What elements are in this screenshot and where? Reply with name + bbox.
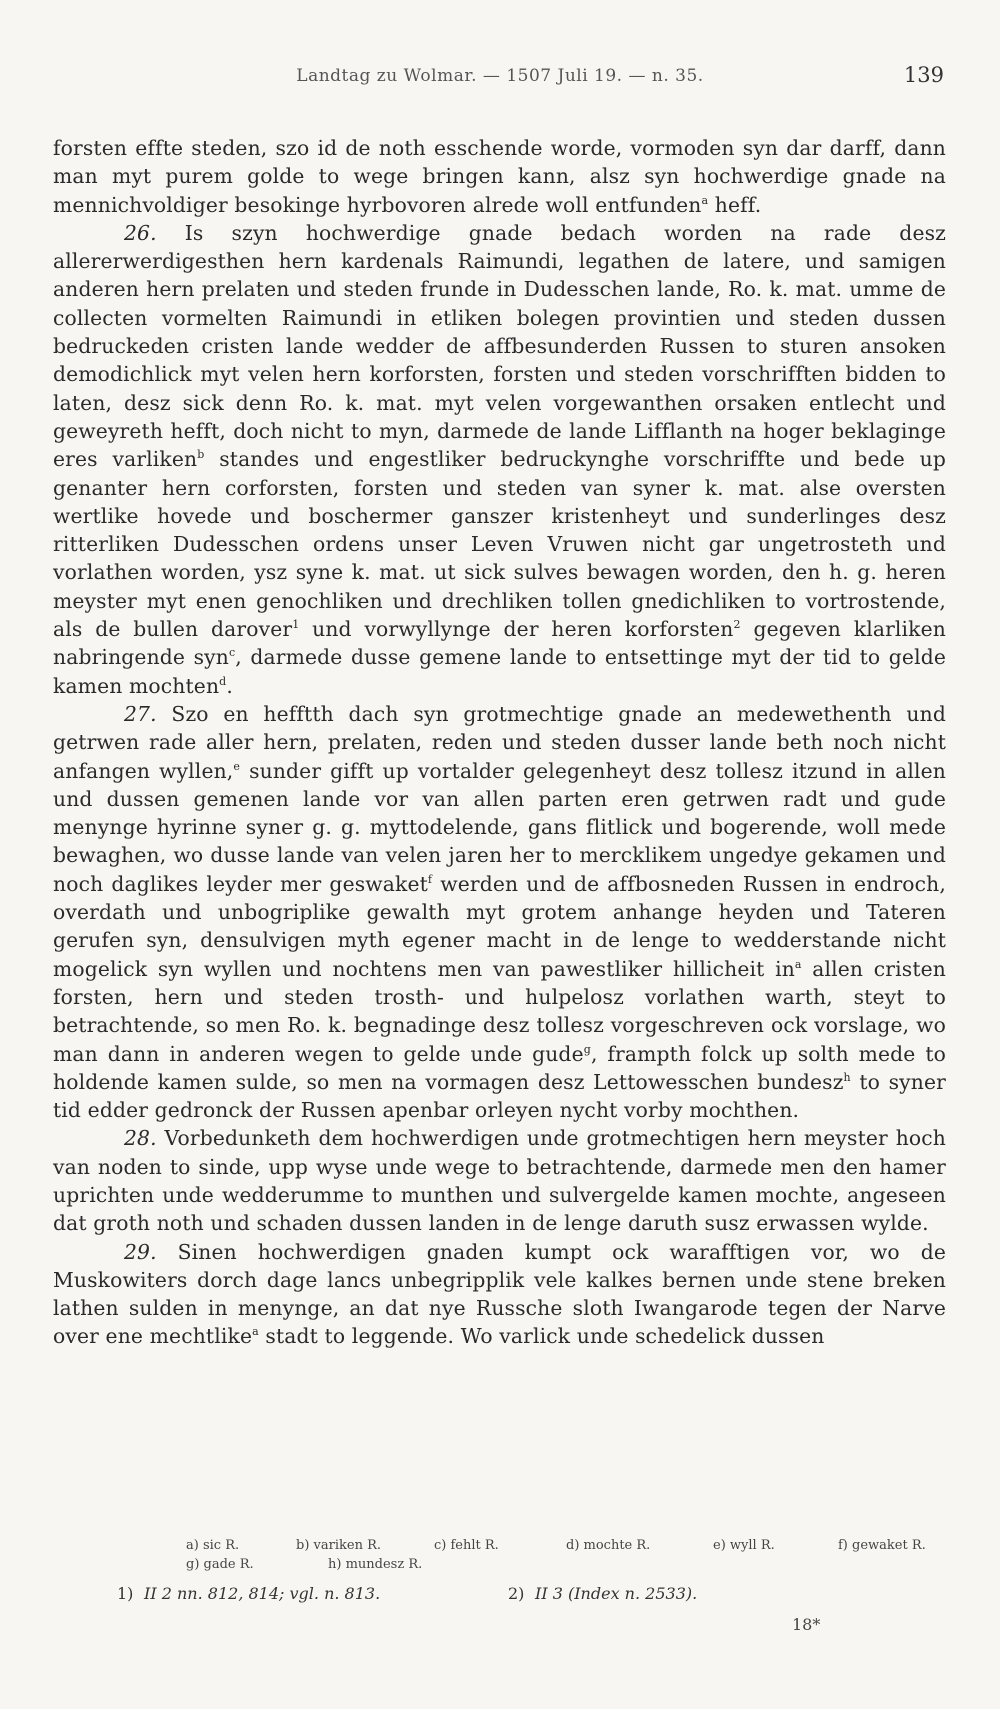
reference-1-number: 1) (117, 1584, 134, 1603)
section-29: 29. Sinen hochwerdigen gnaden kumpt ock warafftigen vor, wo de Muskowiters dorch dage lancs unbegripplik vele kalkes bernen unde stene breken lathen sulden in menynge, an dat nye Russche sloth Iwangarode tegen der Narve over ene mechtlike$^a$ stadt to leggende. Wo varlick unde schedelick dussen (53, 1239, 946, 1349)
body-text (53, 134, 946, 1351)
footnote-f: f) gewaket R. (838, 1538, 926, 1553)
footnote-c: c) fehlt R. (434, 1538, 499, 1553)
running-head: Landtag zu Wolmar. — 1507 Juli 19. — n. 35. (296, 66, 704, 86)
footnote-h: h) mundesz R. (328, 1557, 423, 1572)
reference-1: II 2 nn. 812, 814; vgl. n. 813. (144, 1584, 381, 1603)
footnote-d: d) mochte R. (566, 1538, 651, 1553)
section-28: 28. Vorbedunketh dem hochwerdigen unde grotmechtigen hern meyster hoch van noden to sinde, upp wyse unde wege to betrachtende, darmede men den hamer uprichten unde wedderumme to munthen und sulvergelde kamen mochte, angeseen dat groth noth und schaden dussen landen in de lenge daruth susz erwassen wylde. (53, 1126, 946, 1236)
reference-2-number: 2) (508, 1584, 525, 1603)
section-number: 29. (124, 1239, 157, 1264)
section-27: 27. Szo en hefftth dach syn grotmechtige gnade an medewethenth und getrwen rade aller hern, prelaten, reden und steden dusser lande beth noch nicht anfangen wyllen,$^e$ sunder gifft up vortalder gelegenheyt desz tollesz itzund in allen und dussen gemenen lande vor van allen parten eren getrwen radt und gude menynge hyrinne syner g. g. myttodelende, gans flitlick und bogerende, woll mede bewaghen, wo dusse lande van velen jaren her to mercklikem ungedye gekamen und noch daglikes leyder mer geswaket$^f$ werden und de affbosneden Russen in endroch, overdath und unbogriplike gewalth myt grotem anhange heyden und Tateren gerufen syn, densulvigen myth egener macht in de lenge to wedderstande nicht mogelick syn wyllen und nochtens men van pawestliker hillicheit $in^a$ allen cristen forsten, hern und steden trosth- und hulpelosz vorlathen warth, steyt to betrachtende, so men Ro. k. begnadinge desz tollesz vorgeschreven ock vorslage, wo man dann in anderen wegen to gelde unde gude$^g$, frampth folck up solth mede to holdende kamen sulde, so men na vormagen desz Lettowesschen bundesz$^h$ to syner tid edder gedronck der Russen apenbar orleyen nycht vorby mochthen. (53, 701, 947, 1123)
footnote-g: g) gade R. (186, 1557, 254, 1572)
section-number: 26. (124, 220, 157, 245)
section-number: 28. (124, 1126, 157, 1151)
reference-2: II 3 (Index n. 2533). (535, 1584, 698, 1603)
footnote-b: b) variken R. (296, 1538, 381, 1553)
paragraph-continued: forsten effte steden, szo id de noth esschende worde, vormoden syn dar darff, dann man myt purem golde to wege bringen kann, alsz syn hochwerdige gnade na mennichvoldiger besokinge hyrbovoren alrede woll entfunden$^a$ heff. (53, 136, 946, 217)
page-number: 139 (903, 63, 944, 87)
section-26: 26. Is szyn hochwerdige gnade bedach worden na rade desz allererwerdigesthen hern kardenals Raimundi, legathen de latere, und samigen anderen hern prelaten und steden frunde in Dudesschen lande, Ro. k. mat. umme de collecten vormelten Raimundi in etliken bolegen provintien und steden dussen bedruckeden cristen lande wedder de affbesunderden Russen to sturen ansoken demodichlick myt velen hern korforsten, forsten und steden vorschrifften bidden to laten, desz sick denn Ro. k. mat. myt velen vorgewanthen orsaken entlecht und geweyreth hefft, doch nicht to myn, darmede de lande Lifflanth na hoger beklaginge eres varliken$^b$ standes und engestliker bedruckynghe vorschriffte und bede up genanter hern corforsten, forsten und steden van syner k. mat. alse oversten wertlike hovede und boschermer ganszer kristenheyt und sunderlinges desz ritterliken Dudesschen ordens unser Leven Vruwen nicht gar ungetrosteth und vorlathen worden, ysz syne k. mat. ut sick sulves bewagen worden, den h. g. heren meyster myt enen genochliken und drechliken tollen gnedichliken to vortrostende, als de bullen darover$^1$ und vorwyllynge der heren korforsten$^2$ gegeven klarliken nabringende syn$^c$, darmede dusse gemene lande to entsettinge myt der tid to gelde kamen mochten$^d$. (53, 220, 946, 698)
footnote-e: e) wyll R. (713, 1538, 775, 1553)
page-header (0, 63, 1000, 96)
footnote-a: a) sic R. (186, 1538, 240, 1553)
section-number: 27. (124, 701, 157, 726)
signature-mark: 18* (792, 1615, 821, 1634)
